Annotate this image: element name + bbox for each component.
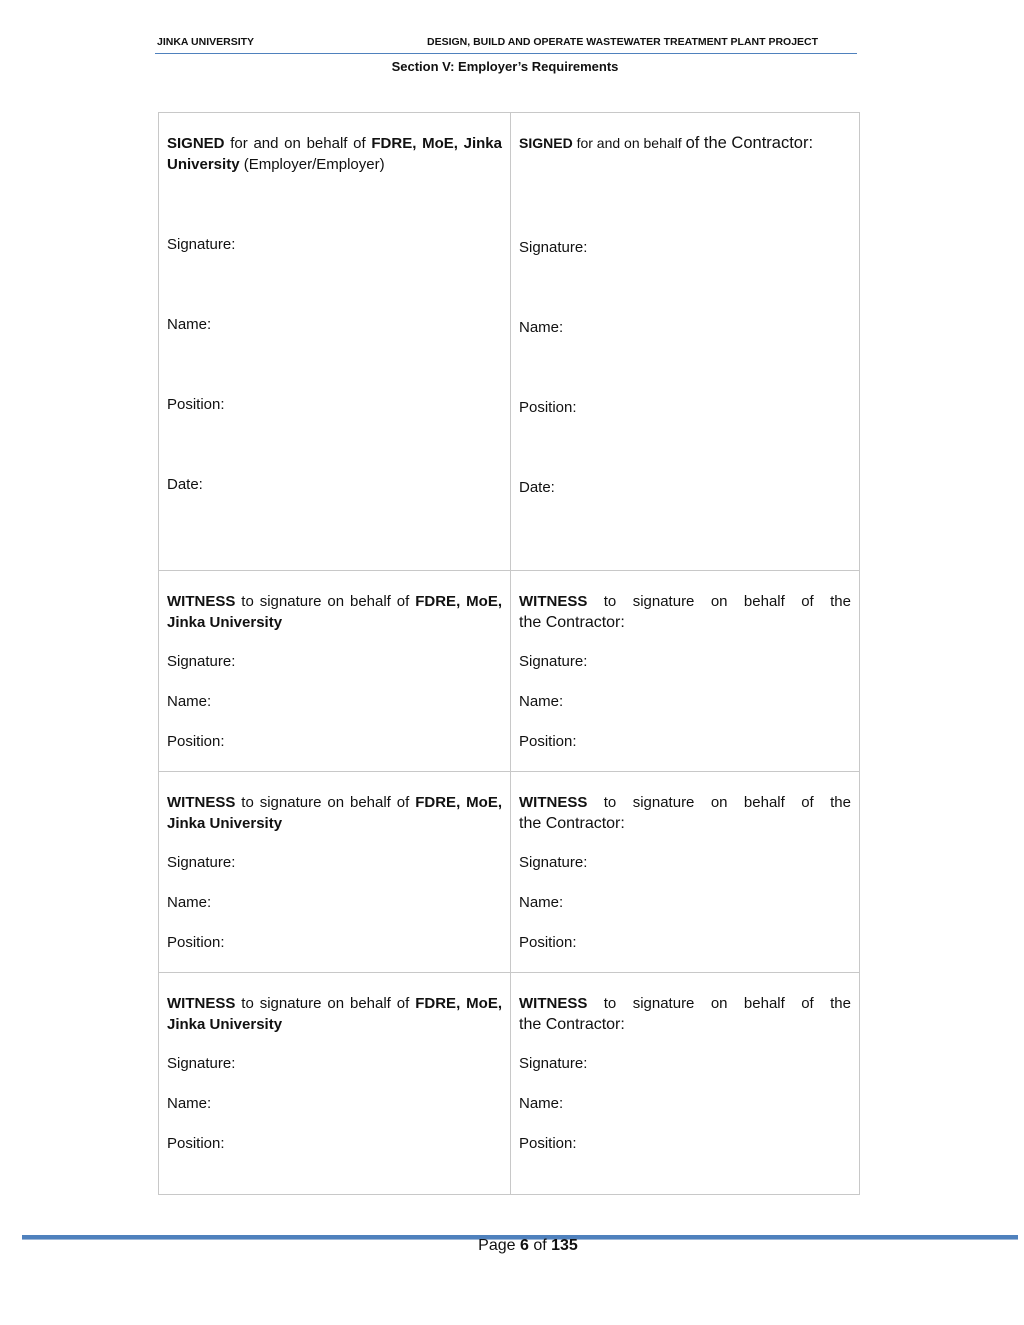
contractor-signature-field: Signature: [519,239,588,256]
contractor-witness-cell [511,571,860,772]
contractor-witness-cell [511,772,860,973]
witness-signature-field: Signature: [519,653,588,670]
employer-signed-cell [159,113,511,571]
employer-witness-cell [159,571,511,772]
witness-signature-field: Signature: [519,854,588,871]
employer-witness-heading: WITNESS to signature on behalf of FDRE, MoE, Jinka University [167,995,502,1033]
contractor-witness-heading: WITNESS to signature on behalf of the the Contractor: [519,593,851,631]
witness-name-field: Name: [519,894,564,911]
witness-signature-field: Signature: [167,854,236,871]
section-title: Section V: Employer’s Requirements [391,59,619,74]
witness-signature-field: Signature: [519,1055,588,1072]
header-divider [155,53,857,54]
witness-name-field: Name: [167,1095,212,1112]
employer-name-field: Name: [167,316,212,333]
contractor-witness-cell [511,973,860,1195]
employer-position-field: Position: [167,396,225,413]
contractor-name-field: Name: [519,319,564,336]
table-row-signed [159,113,860,571]
employer-witness-cell [159,973,511,1195]
witness-name-field: Name: [519,1095,564,1112]
witness-position-field: Position: [167,934,225,951]
witness-signature-field: Signature: [167,653,236,670]
employer-date-field: Date: [167,476,203,493]
table-row-witness [159,571,860,772]
signature-table [158,112,860,1195]
header-org: JINKA UNIVERSITY [157,36,255,48]
witness-position-field: Position: [167,733,225,750]
table-row-witness [159,973,860,1195]
contractor-signed-heading: SIGNED for and on behalf of the Contractor: [519,134,814,152]
contractor-signed-cell [511,113,860,571]
witness-position-field: Position: [519,934,577,951]
contractor-witness-heading: WITNESS to signature on behalf of the the Contractor: [519,794,851,832]
employer-witness-heading: WITNESS to signature on behalf of FDRE, MoE, Jinka University [167,794,502,832]
employer-signature-field: Signature: [167,236,236,253]
contractor-position-field: Position: [519,399,577,416]
witness-position-field: Position: [519,733,577,750]
witness-position-field: Position: [519,1135,577,1152]
witness-signature-field: Signature: [167,1055,236,1072]
page-number: Page 6 of 135 [478,1237,578,1254]
header-project: DESIGN, BUILD AND OPERATE WASTEWATER TREATMENT PLANT PROJECT [427,36,819,48]
employer-witness-heading: WITNESS to signature on behalf of FDRE, MoE, Jinka University [167,593,502,631]
signature-table-container [158,112,859,1195]
witness-position-field: Position: [167,1135,225,1152]
table-row-witness [159,772,860,973]
witness-name-field: Name: [519,693,564,710]
witness-name-field: Name: [167,894,212,911]
witness-name-field: Name: [167,693,212,710]
contractor-date-field: Date: [519,479,555,496]
employer-signed-heading: SIGNED for and on behalf of FDRE, MoE, Jinka University (Employer/Employer) [167,135,502,173]
contractor-witness-heading: WITNESS to signature on behalf of the the Contractor: [519,995,851,1033]
employer-witness-cell [159,772,511,973]
